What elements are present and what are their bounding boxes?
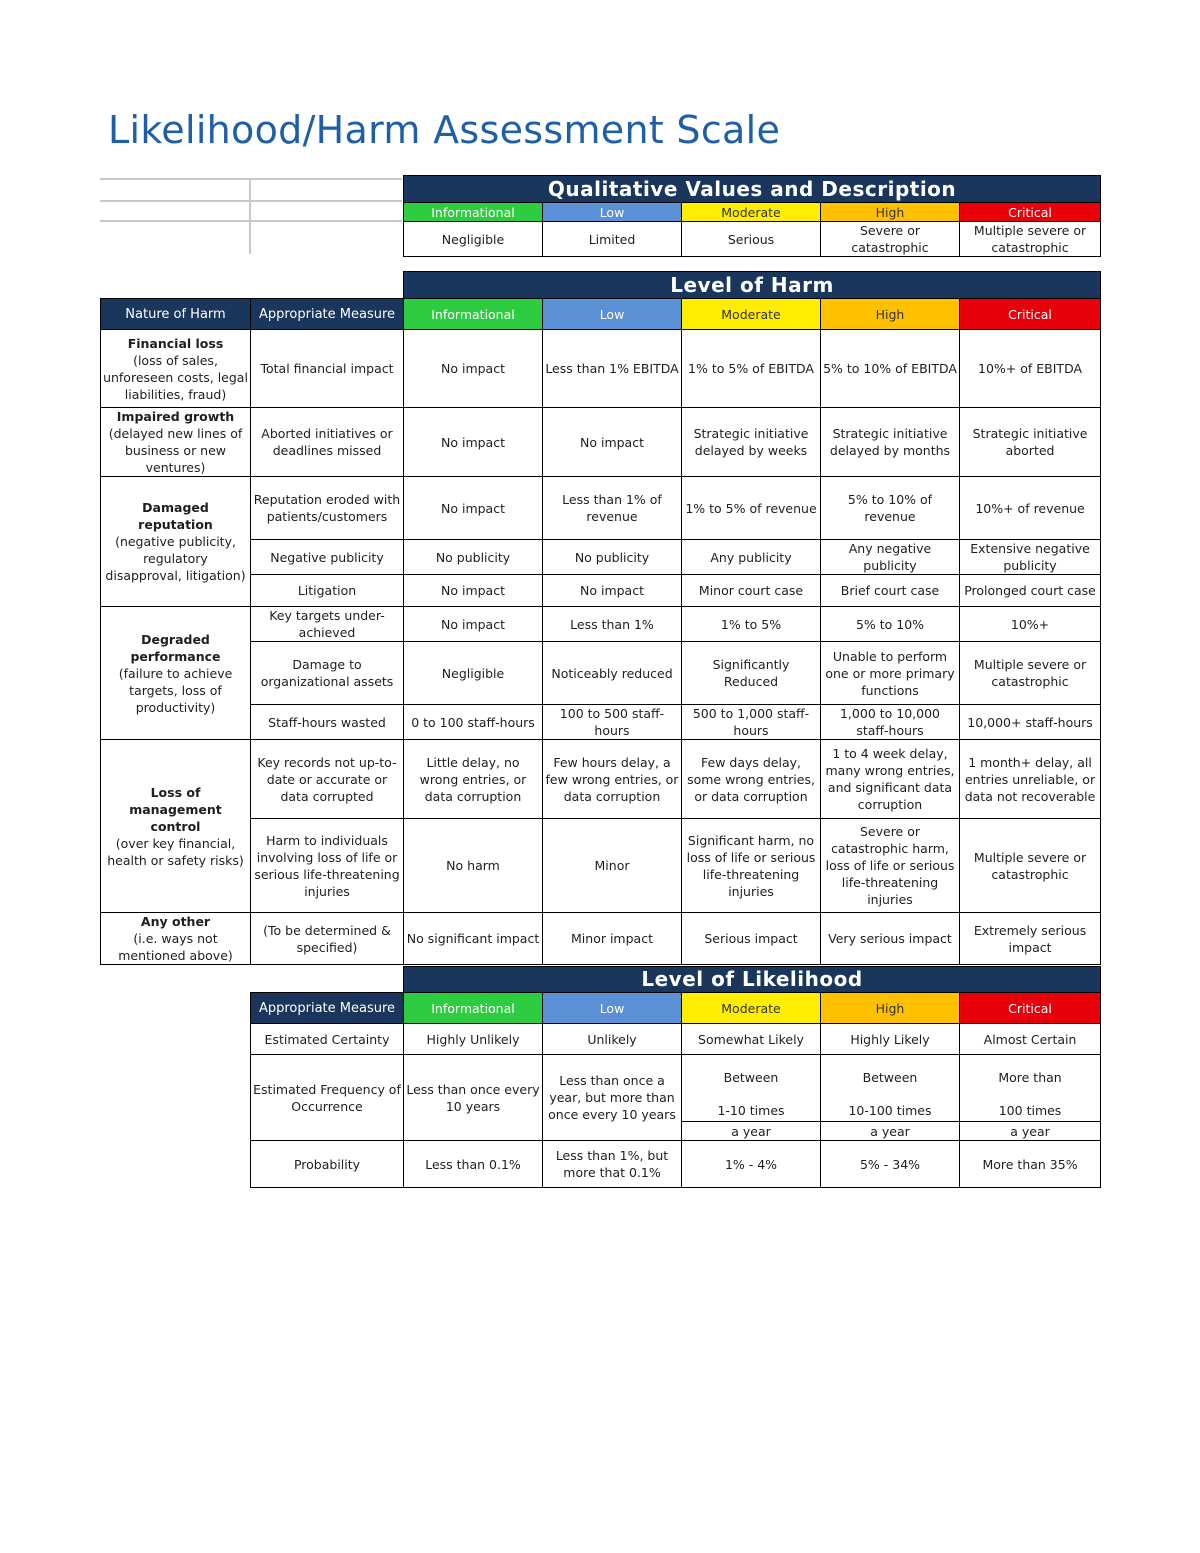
likelihood-value: Somewhat Likely	[682, 1024, 821, 1055]
harm-nature-name: Financial loss	[127, 335, 224, 351]
likelihood-value: Between	[682, 1055, 821, 1101]
harm-measure: Litigation	[251, 575, 404, 607]
harm-nature-name: Degraded performance	[130, 631, 221, 664]
harm-value: 1% to 5%	[682, 607, 821, 642]
harm-nature-name: Damaged reputation	[138, 500, 213, 532]
table-row	[101, 819, 1101, 913]
likelihood-value: Less than 1%, but more that 0.1%	[543, 1141, 682, 1188]
harm-nature-desc: (over key financial, health or safety risks)	[107, 835, 244, 868]
table-row	[101, 477, 1101, 540]
harm-value: Significantly Reduced	[682, 642, 821, 705]
harm-value: Extremely serious impact	[960, 913, 1101, 965]
col-appropriate-measure: Appropriate Measure	[251, 299, 404, 330]
level-moderate: Moderate	[682, 203, 821, 222]
likelihood-value: 5% - 34%	[821, 1141, 960, 1188]
harm-value: 5% to 10% of EBITDA	[821, 330, 960, 408]
harm-nature	[101, 408, 251, 477]
table-row	[101, 642, 1101, 705]
harm-value: 10%+	[960, 607, 1101, 642]
decor-line	[100, 220, 402, 222]
harm-nature-name: Loss of management control	[129, 784, 222, 834]
likelihood-value: Almost Certain	[960, 1024, 1101, 1055]
harm-value: No impact	[543, 408, 682, 477]
likelihood-value: Highly Likely	[821, 1024, 960, 1055]
likelihood-value: 100 times	[960, 1101, 1101, 1122]
harm-value: 10%+ of revenue	[960, 477, 1101, 540]
qual-description: Serious	[682, 222, 821, 257]
harm-value: Strategic initiative aborted	[960, 408, 1101, 477]
harm-value: 1% to 5% of revenue	[682, 477, 821, 540]
likelihood-value: a year	[682, 1122, 821, 1141]
harm-nature-name: Any other	[140, 914, 211, 929]
level-informational: Informational	[404, 299, 543, 330]
likelihood-value: 1-10 times	[682, 1101, 821, 1122]
harm-value: Multiple severe or catastrophic	[960, 819, 1101, 913]
harm-measure: Total financial impact	[251, 330, 404, 408]
table-row	[251, 1055, 1101, 1101]
table-row	[251, 1141, 1101, 1188]
harm-nature-desc: (i.e. ways not mentioned above)	[118, 931, 233, 963]
harm-value: No impact	[543, 575, 682, 607]
likelihood-measure: Probability	[251, 1141, 404, 1188]
harm-value: 100 to 500 staff-hours	[543, 705, 682, 740]
harm-value: Minor	[543, 819, 682, 913]
harm-nature-desc: (negative publicity, regulatory disapproval, litigation)	[105, 534, 246, 583]
harm-value: 10%+ of EBITDA	[960, 330, 1101, 408]
table-row	[101, 705, 1101, 740]
decor-line	[100, 200, 402, 202]
level-low: Low	[543, 203, 682, 222]
harm-measure: Aborted initiatives or deadlines missed	[251, 408, 404, 477]
level-critical: Critical	[960, 203, 1101, 222]
likelihood-value: a year	[821, 1122, 960, 1141]
table-row	[101, 330, 1101, 408]
harm-nature	[101, 477, 251, 607]
qual-description: Severe or catastrophic	[821, 222, 960, 257]
harm-value: 10,000+ staff-hours	[960, 705, 1101, 740]
likelihood-value: 1% - 4%	[682, 1141, 821, 1188]
harm-value: No publicity	[404, 540, 543, 575]
likelihood-value: Less than once every 10 years	[404, 1055, 543, 1141]
harm-value: 5% to 10% of revenue	[821, 477, 960, 540]
decor-line	[249, 178, 251, 254]
harm-measure: Harm to individuals involving loss of life or serious life-threatening injuries	[251, 819, 404, 913]
harm-nature-desc: (failure to achieve targets, loss of productivity)	[118, 665, 233, 715]
decor-line	[100, 178, 402, 180]
table-row	[101, 575, 1101, 607]
likelihood-value: Less than once a year, but more than once every 10 years	[543, 1055, 682, 1141]
table-row	[251, 1024, 1101, 1055]
level-low: Low	[543, 993, 682, 1024]
harm-nature-name: Impaired growth	[116, 409, 235, 424]
harm-value: 1 month+ delay, all entries unreliable, or data not recoverable	[960, 740, 1101, 819]
harm-value: Little delay, no wrong entries, or data corruption	[404, 740, 543, 819]
harm-value: No harm	[404, 819, 543, 913]
harm-value: No impact	[404, 408, 543, 477]
level-of-likelihood-table	[250, 966, 1101, 1188]
harm-value: Strategic initiative delayed by months	[821, 408, 960, 477]
harm-value: Negligible	[404, 642, 543, 705]
harm-value: Few days delay, some wrong entries, or data corruption	[682, 740, 821, 819]
likelihood-value: More than	[960, 1055, 1101, 1101]
harm-value: 500 to 1,000 staff-hours	[682, 705, 821, 740]
harm-value: Less than 1%	[543, 607, 682, 642]
level-of-harm-table	[100, 271, 1101, 965]
harm-value: No impact	[404, 607, 543, 642]
harm-nature	[101, 740, 251, 913]
col-nature-of-harm: Nature of Harm	[101, 299, 251, 330]
likelihood-value: More than 35%	[960, 1141, 1101, 1188]
harm-measure: Damage to organizational assets	[251, 642, 404, 705]
harm-value: No impact	[404, 330, 543, 408]
blank-cell	[251, 967, 404, 993]
harm-value: No publicity	[543, 540, 682, 575]
harm-value: Any negative publicity	[821, 540, 960, 575]
qual-description: Negligible	[404, 222, 543, 257]
harm-nature-desc: (delayed new lines of business or new ventures)	[108, 426, 243, 475]
likelihood-value: 10-100 times	[821, 1101, 960, 1122]
harm-value: Few hours delay, a few wrong entries, or data corruption	[543, 740, 682, 819]
qualitative-heading: Qualitative Values and Description	[404, 176, 1101, 203]
table-row	[101, 740, 1101, 819]
level-high: High	[821, 299, 960, 330]
harm-value: Brief court case	[821, 575, 960, 607]
harm-value: Multiple severe or catastrophic	[960, 642, 1101, 705]
harm-nature	[101, 913, 251, 965]
harm-value: No impact	[404, 575, 543, 607]
likelihood-measure: Estimated Frequency of Occurrence	[251, 1055, 404, 1141]
page-title: Likelihood/Harm Assessment Scale	[108, 108, 781, 152]
harm-measure: (To be determined & specified)	[251, 913, 404, 965]
harm-value: No significant impact	[404, 913, 543, 965]
table-row	[101, 408, 1101, 477]
harm-value: Less than 1% of revenue	[543, 477, 682, 540]
likelihood-value: Highly Unlikely	[404, 1024, 543, 1055]
harm-measure: Key records not up-to-date or accurate or data corrupted	[251, 740, 404, 819]
harm-value: 1,000 to 10,000 staff-hours	[821, 705, 960, 740]
harm-value: Unable to perform one or more primary functions	[821, 642, 960, 705]
harm-value: Serious impact	[682, 913, 821, 965]
likelihood-measure: Estimated Certainty	[251, 1024, 404, 1055]
level-high: High	[821, 993, 960, 1024]
harm-nature	[101, 607, 251, 740]
harm-measure: Negative publicity	[251, 540, 404, 575]
harm-value: 1 to 4 week delay, many wrong entries, and significant data corruption	[821, 740, 960, 819]
harm-nature	[101, 330, 251, 408]
harm-value: No impact	[404, 477, 543, 540]
harm-heading: Level of Harm	[404, 272, 1101, 299]
harm-value: Strategic initiative delayed by weeks	[682, 408, 821, 477]
likelihood-value: Between	[821, 1055, 960, 1101]
level-informational: Informational	[404, 993, 543, 1024]
level-moderate: Moderate	[682, 993, 821, 1024]
likelihood-value: a year	[960, 1122, 1101, 1141]
likelihood-value: Unlikely	[543, 1024, 682, 1055]
harm-value: Very serious impact	[821, 913, 960, 965]
level-moderate: Moderate	[682, 299, 821, 330]
level-critical: Critical	[960, 299, 1101, 330]
blank-cell	[101, 272, 404, 299]
harm-value: Prolonged court case	[960, 575, 1101, 607]
harm-measure: Reputation eroded with patients/customers	[251, 477, 404, 540]
table-row	[101, 607, 1101, 642]
harm-value: 5% to 10%	[821, 607, 960, 642]
level-critical: Critical	[960, 993, 1101, 1024]
harm-value: 1% to 5% of EBITDA	[682, 330, 821, 408]
qual-description: Multiple severe or catastrophic	[960, 222, 1101, 257]
col-appropriate-measure: Appropriate Measure	[251, 993, 404, 1024]
harm-nature-desc: (loss of sales, unforeseen costs, legal liabilities, fraud)	[103, 352, 248, 402]
harm-value: Less than 1% EBITDA	[543, 330, 682, 408]
level-informational: Informational	[404, 203, 543, 222]
harm-measure: Key targets under-achieved	[251, 607, 404, 642]
qualitative-values-table	[403, 175, 1101, 257]
harm-value: 0 to 100 staff-hours	[404, 705, 543, 740]
harm-value: Noticeably reduced	[543, 642, 682, 705]
likelihood-value: Less than 0.1%	[404, 1141, 543, 1188]
harm-value: Significant harm, no loss of life or serious life-threatening injuries	[682, 819, 821, 913]
harm-value: Minor court case	[682, 575, 821, 607]
level-high: High	[821, 203, 960, 222]
harm-value: Extensive negative publicity	[960, 540, 1101, 575]
harm-value: Severe or catastrophic harm, loss of life or serious life-threatening injuries	[821, 819, 960, 913]
likelihood-heading: Level of Likelihood	[404, 967, 1101, 993]
table-row	[101, 540, 1101, 575]
level-low: Low	[543, 299, 682, 330]
harm-value: Any publicity	[682, 540, 821, 575]
harm-value: Minor impact	[543, 913, 682, 965]
qual-description: Limited	[543, 222, 682, 257]
table-row	[101, 913, 1101, 965]
harm-measure: Staff-hours wasted	[251, 705, 404, 740]
